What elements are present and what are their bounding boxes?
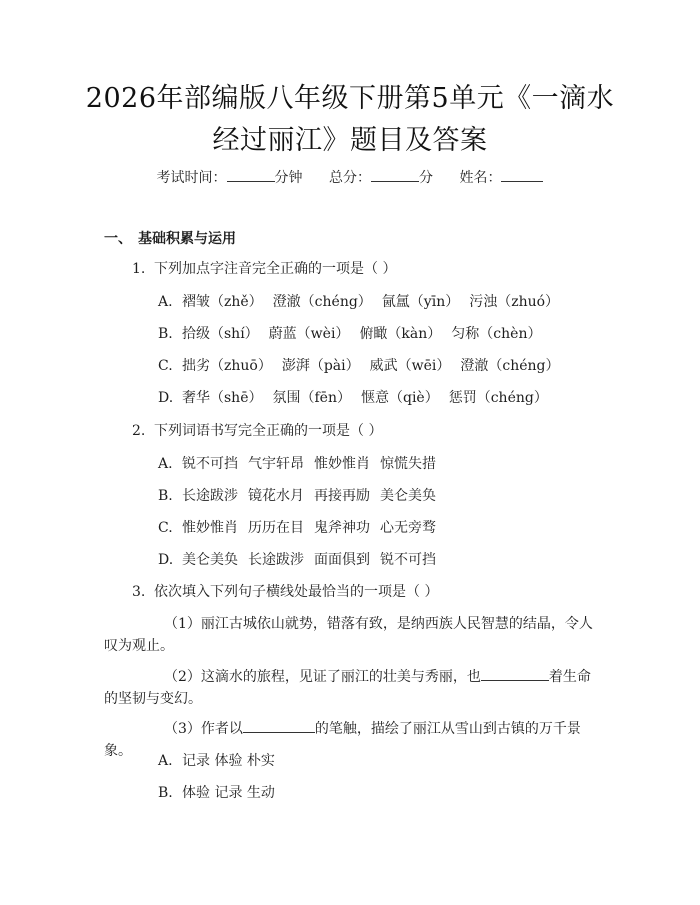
section-heading — [104, 228, 236, 250]
question-1-stem — [132, 258, 396, 280]
question-text: 下列词语书写完全正确的一项是（ ） — [154, 423, 383, 439]
section-title: 基础积累与运用 — [138, 231, 236, 247]
option-item: 澎湃（pài） — [281, 358, 360, 374]
option-item: 长途跋涉 — [182, 488, 238, 504]
q2-option-b[interactable] — [158, 485, 436, 507]
option-item: 氤氲（yīn） — [381, 294, 460, 310]
q3-option-a[interactable] — [158, 750, 275, 772]
sentence-text: 的笔触，描绘了丽江从雪山到古镇的万千景象。 — [104, 721, 581, 759]
option-item: 惟妙惟肖 — [182, 520, 238, 536]
score-label: 总分： — [329, 170, 371, 186]
option-item: 澄澈（chéng） — [460, 358, 560, 374]
option-letter: D. — [158, 552, 174, 568]
name-blank[interactable] — [501, 166, 543, 182]
option-item: 镜花水月 — [248, 488, 304, 504]
option-item: 再接再励 — [314, 488, 370, 504]
option-letter: B. — [158, 326, 173, 342]
option-item: 褶皱（zhě） — [182, 294, 263, 310]
option-item: 心无旁骛 — [380, 520, 436, 536]
option-item: 拙劣（zhuō） — [182, 358, 272, 374]
q3-option-b[interactable] — [158, 782, 275, 804]
option-item: 惊慌失措 — [380, 456, 436, 472]
document-title-line-2: 经过丽江》题目及答案 — [212, 125, 488, 156]
option-item: 氛围（fēn） — [272, 390, 351, 406]
name-label: 姓名： — [459, 170, 502, 186]
sentence-text: 着生命的坚韧与变幻。 — [104, 669, 591, 707]
fill-blank[interactable] — [481, 665, 549, 681]
option-item: 长途跋涉 — [248, 552, 304, 568]
option-letter: A. — [158, 753, 173, 769]
option-item: 鬼斧神功 — [314, 520, 370, 536]
q1-option-c[interactable] — [158, 355, 560, 377]
q2-option-d[interactable] — [158, 549, 436, 571]
option-item: 惩罚（chéng） — [448, 390, 548, 406]
section-number: 一、 — [104, 231, 132, 247]
sentence-text: （2）这滴水的旅程，见证了丽江的壮美与秀丽，也 — [164, 669, 481, 685]
option-item: 澄澈（chéng） — [272, 294, 372, 310]
q1-option-b[interactable] — [158, 323, 541, 345]
option-item: 锐不可挡 — [380, 552, 436, 568]
option-item: 惟妙惟肖 — [314, 456, 370, 472]
option-letter: D. — [158, 390, 174, 406]
q1-option-a[interactable] — [158, 291, 559, 313]
question-text: 下列加点字注音完全正确的一项是（ ） — [154, 261, 397, 277]
question-2-stem — [132, 420, 382, 442]
option-item: 美仑美奂 — [380, 488, 436, 504]
q3-sentence-2 — [104, 665, 598, 710]
score-blank[interactable] — [371, 166, 419, 182]
option-letter: A. — [158, 294, 173, 310]
option-letter: C. — [158, 358, 173, 374]
score-unit: 分 — [419, 170, 433, 186]
option-item: 污浊（zhuó） — [469, 294, 560, 310]
option-item: 威武（wēi） — [369, 358, 451, 374]
question-number: 3. — [132, 584, 146, 600]
q3-sentence-1: （1）丽江古城依山就势，错落有致，是纳西族人民智慧的结晶，令人叹为观止。 — [104, 616, 593, 654]
exam-info — [0, 166, 700, 190]
time-unit: 分钟 — [274, 170, 303, 186]
option-letter: B. — [158, 785, 173, 801]
option-letter: B. — [158, 488, 173, 504]
option-item: 气宇轩昂 — [248, 456, 304, 472]
option-item: 面面俱到 — [314, 552, 370, 568]
option-item: 锐不可挡 — [182, 456, 238, 472]
question-3-stem — [132, 581, 438, 603]
q1-option-d[interactable] — [158, 387, 548, 409]
option-item: 拾级（shí） — [182, 326, 259, 342]
document-title-line-1: 2026年部编版八年级下册第5单元《一滴水 — [85, 83, 615, 114]
option-letter: C. — [158, 520, 173, 536]
option-letter: A. — [158, 456, 173, 472]
option-item: 美仑美奂 — [182, 552, 238, 568]
time-blank[interactable] — [227, 166, 275, 182]
option-item: 历历在目 — [248, 520, 304, 536]
question-number: 1. — [132, 261, 146, 277]
option-text: 体验 记录 生动 — [182, 785, 275, 801]
option-item: 奢华（shē） — [182, 390, 263, 406]
option-item: 惬意（qiè） — [360, 390, 439, 406]
option-item: 俯瞰（kàn） — [359, 326, 442, 342]
question-number: 2. — [132, 423, 146, 439]
q2-option-a[interactable] — [158, 453, 436, 475]
sentence-text: （3）作者以 — [164, 721, 243, 737]
fill-blank[interactable] — [243, 717, 315, 733]
q2-option-c[interactable] — [158, 517, 436, 539]
option-item: 匀称（chèn） — [451, 326, 542, 342]
time-label: 考试时间： — [156, 170, 227, 186]
option-item: 蔚蓝（wèi） — [268, 326, 350, 342]
option-text: 记录 体验 朴实 — [182, 753, 275, 769]
question-text: 依次填入下列句子横线处最恰当的一项是（ ） — [154, 584, 439, 600]
